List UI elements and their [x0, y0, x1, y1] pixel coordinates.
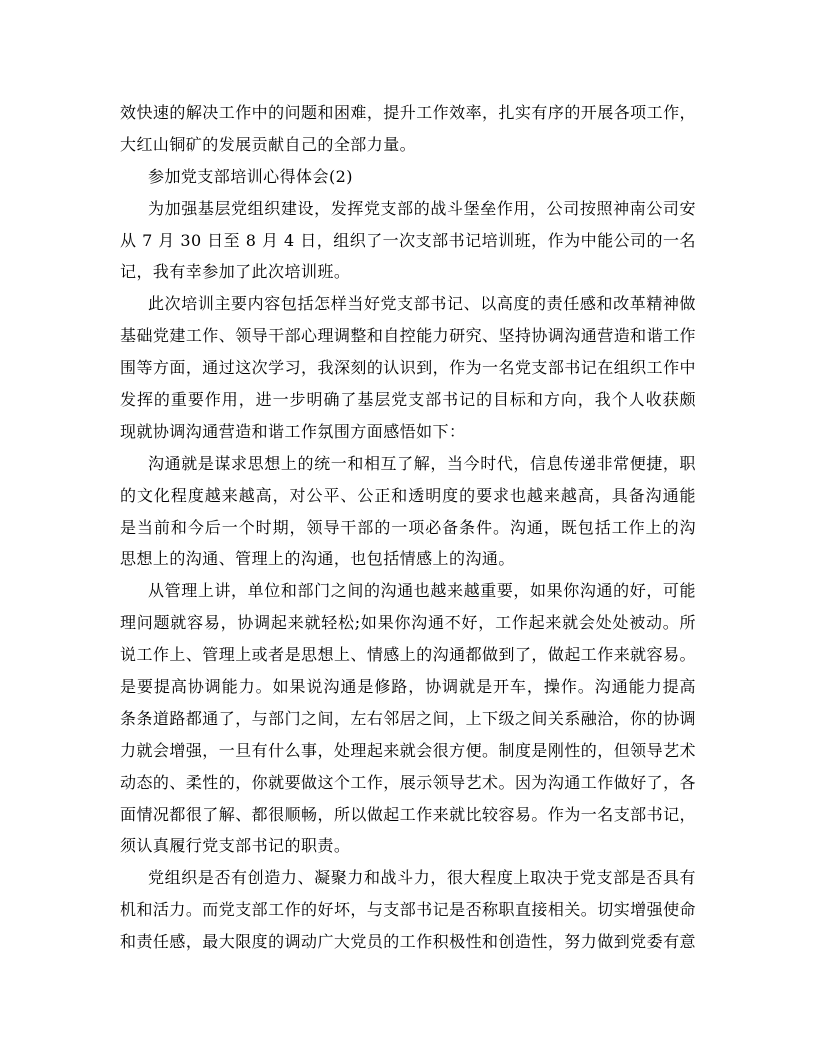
text-line: 思想上的沟通、管理上的沟通，也包括情感上的沟通。 — [120, 549, 515, 569]
text-line: 从 7 月 30 日至 8 月 4 日，组织了一次支部书记培训班，作为中能公司的一名 — [120, 230, 696, 250]
text-line: 此次培训主要内容包括怎样当好党支部书记、以高度的责任感和改革精神做 — [148, 294, 696, 314]
text-line: 党组织是否有创造力、凝聚力和战斗力，很大程度上取决于党支部是否具有 — [148, 868, 696, 888]
text-line: 为加强基层党组织建设，发挥党支部的战斗堡垒作用，公司按照神南公司安 — [148, 198, 696, 218]
text-line: 面情况都很了解、都很顺畅，所以做起工作来就比较容易。作为一名支部书记， — [120, 804, 696, 824]
text-line: 力就会增强，一旦有什么事，处理起来就会很方便。制度是刚性的，但领导艺术 — [120, 740, 696, 760]
text-line: 和责任感，最大限度的调动广大党员的工作积极性和创造性，努力做到党委有意 — [120, 932, 696, 952]
text-line: 的文化程度越来越高，对公平、公正和透明度的要求也越来越高，具备沟通能 — [120, 485, 696, 505]
text-line: 沟通就是谋求思想上的统一和相互了解，当今时代，信息传递非常便捷，职 — [148, 453, 696, 473]
document-page — [120, 97, 696, 958]
text-line: 说工作上、管理上或者是思想上、情感上的沟通都做到了，做起工作来就容易。 — [120, 645, 696, 665]
text-line: 是要提高协调能力。如果说沟通是修路，协调就是开车，操作。沟通能力提高 — [120, 677, 696, 697]
text-line: 条条道路都通了，与部门之间，左右邻居之间，上下级之间关系融洽，你的协调 — [120, 708, 696, 728]
text-line: 围等方面，通过这次学习，我深刻的认识到，作为一名党支部书记在组织工作中 — [120, 358, 696, 378]
text-line: 大红山铜矿的发展贡献自己的全部力量。 — [120, 134, 417, 154]
text-line: 发挥的重要作用，进一步明确了基层党支部书记的目标和方向，我个人收获颇 — [120, 390, 696, 410]
text-line: 须认真履行党支部书记的职责。 — [120, 836, 351, 856]
text-line: 现就协调沟通营造和谐工作氛围方面感悟如下： — [120, 421, 466, 441]
text-line: 记，我有幸参加了此次培训班。 — [120, 262, 351, 282]
text-line: 是当前和今后一个时期，领导干部的一项必备条件。沟通，既包括工作上的沟 — [120, 517, 696, 537]
text-line: 机和活力。而党支部工作的好坏，与支部书记是否称职直接相关。切实增强使命 — [120, 900, 696, 920]
text-line: 从管理上讲，单位和部门之间的沟通也越来越重要，如果你沟通的好，可能 — [148, 581, 696, 601]
text-line: 理问题就容易，协调起来就轻松;如果你沟通不好，工作起来就会处处被动。所 — [120, 613, 696, 633]
text-line: 效快速的解决工作中的问题和困难，提升工作效率，扎实有序的开展各项工作， — [120, 103, 696, 122]
text-line: 参加党支部培训心得体会(2) — [148, 166, 353, 186]
text-line: 基础党建工作、领导干部心理调整和自控能力研究、坚持协调沟通营造和谐工作 — [120, 326, 696, 346]
text-line: 动态的、柔性的，你就要做这个工作，展示领导艺术。因为沟通工作做好了，各 — [120, 772, 696, 792]
